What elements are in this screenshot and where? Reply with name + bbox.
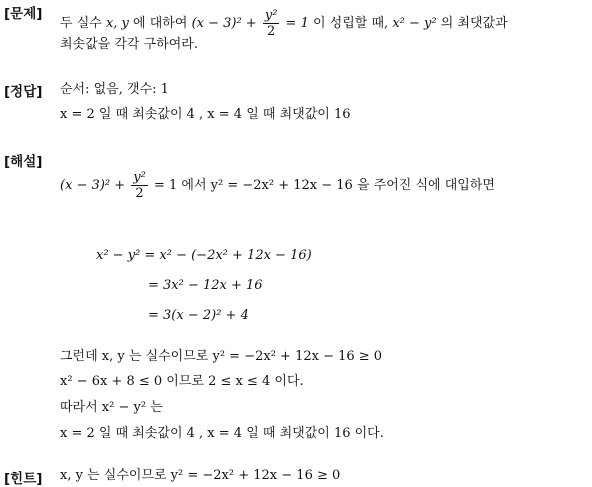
answer-tag: [정답] (4, 84, 43, 100)
hint-tag: [힌트] (4, 471, 43, 487)
solution-paragraph-4: x = 2 일 때 최솟값이 4 , x = 4 일 때 최댓값이 16 이다. (60, 426, 384, 441)
solution-paragraph-3: 따라서 x² − y² 는 (60, 400, 163, 415)
solution-equation-2: = 3x² − 12x + 16 (148, 278, 263, 293)
problem-text-b: 에 대하여 (133, 16, 188, 31)
problem-frac-num: y² (264, 8, 278, 23)
hint-line-1: x, y 는 실수이므로 y² = −2x² + 12x − 16 ≥ 0 (60, 468, 341, 483)
problem-text-a: 두 실수 (60, 16, 102, 31)
solution-expr-left: (x − 3)² + (60, 178, 126, 193)
problem-expr-right: = 1 (285, 16, 309, 31)
solution-equation-1: x² − y² = x² − (−2x² + 12x − 16) (96, 248, 312, 263)
problem-vars: x, y (105, 16, 129, 31)
solution-equation-3: = 3(x − 2)² + 4 (148, 308, 249, 323)
problem-line-2: 최솟값을 각각 구하여라. (60, 37, 198, 52)
problem-fraction (263, 8, 280, 39)
solution-fraction (131, 170, 148, 201)
solution-frac-num: y² (133, 170, 146, 185)
problem-line-1 (60, 8, 508, 39)
solution-paragraph-2: x² − 6x + 8 ≤ 0 이므로 2 ≤ x ≤ 4 이다. (60, 374, 304, 389)
solution-expr-right: = 1 에서 y² = −2x² + 12x − 16 을 주어진 식에 대입하면 (153, 178, 495, 193)
answer-line-1: 순서: 없음, 갯수: 1 (60, 82, 169, 97)
problem-tag: [문제] (4, 6, 43, 22)
problem-text-c: 이 성립할 때, (312, 16, 389, 31)
solution-frac-den: 2 (135, 186, 144, 201)
problem-text-d: 의 최댓값과 (440, 16, 508, 31)
solution-paragraph-1: 그런데 x, y 는 실수이므로 y² = −2x² + 12x − 16 ≥ 0 (60, 349, 383, 364)
answer-line-2: x = 2 일 때 최솟값이 4 , x = 4 일 때 최댓값이 16 (60, 107, 351, 122)
solution-line-1 (60, 170, 495, 201)
solution-tag: [해설] (4, 154, 43, 170)
problem-expr-left: (x − 3)² + (191, 16, 257, 31)
problem-frac-den: 2 (266, 24, 276, 39)
problem-expr2: x² − y² (392, 16, 437, 31)
